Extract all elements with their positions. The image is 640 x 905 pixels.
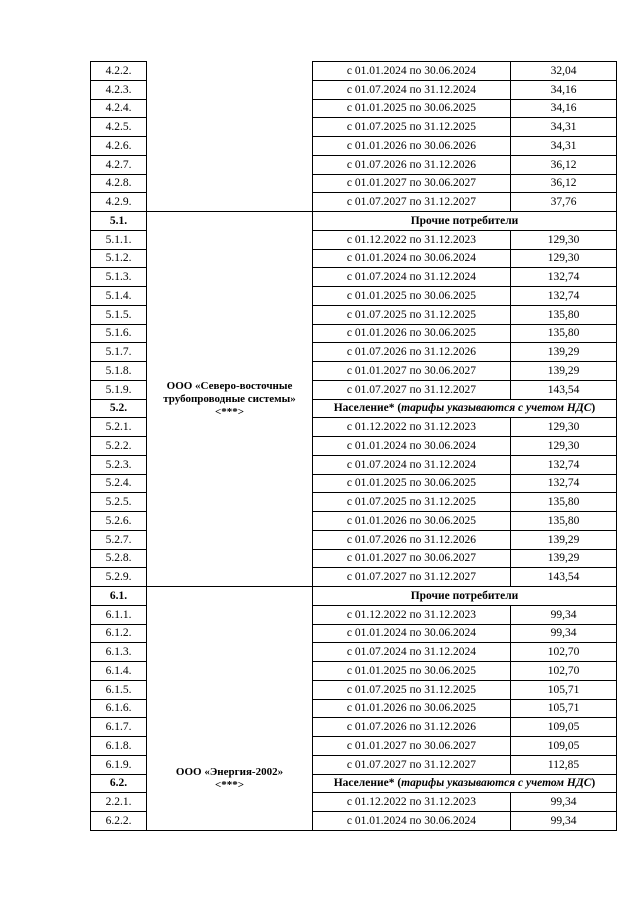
group-header-row [91, 212, 617, 231]
row-number: 5.1.5. [91, 305, 147, 324]
tariff-value: 132,74 [511, 287, 617, 306]
group-header [313, 587, 617, 606]
row-number: 6.1.4. [91, 662, 147, 681]
tariff-value: 135,80 [511, 512, 617, 531]
row-number: 6.1.6. [91, 699, 147, 718]
period-cell: с 01.12.2022 по 31.12.2023 [313, 230, 511, 249]
row-number: 4.2.7. [91, 155, 147, 174]
period-cell: с 01.01.2027 по 30.06.2027 [313, 362, 511, 381]
tariff-value: 105,71 [511, 699, 617, 718]
row-number: 4.2.8. [91, 174, 147, 193]
period-cell: с 01.01.2025 по 30.06.2025 [313, 662, 511, 681]
period-cell: с 01.07.2026 по 31.12.2026 [313, 530, 511, 549]
row-number: 6.1.9. [91, 755, 147, 774]
organization-cell [147, 62, 313, 212]
tariff-value: 132,74 [511, 268, 617, 287]
row-number: 6.2.2. [91, 812, 147, 831]
tariff-value: 139,29 [511, 343, 617, 362]
tariff-value: 129,30 [511, 230, 617, 249]
tariff-value: 139,29 [511, 549, 617, 568]
tariff-value: 129,30 [511, 437, 617, 456]
group-number: 6.2. [91, 774, 147, 793]
row-number: 5.1.3. [91, 268, 147, 287]
period-cell: с 01.07.2024 по 31.12.2024 [313, 80, 511, 99]
group-number: 6.1. [91, 587, 147, 606]
period-cell: с 01.01.2026 по 30.06.2025 [313, 699, 511, 718]
group-header [313, 212, 617, 231]
group-header [313, 399, 617, 418]
row-number: 4.2.3. [91, 80, 147, 99]
period-cell: с 01.07.2027 по 31.12.2027 [313, 193, 511, 212]
organization-name: ООО «Энергия-2002» [175, 765, 284, 778]
row-number: 5.1.2. [91, 249, 147, 268]
tariff-value: 34,16 [511, 80, 617, 99]
row-number: 5.1.4. [91, 287, 147, 306]
tariff-value: 129,30 [511, 249, 617, 268]
period-cell: с 01.07.2026 по 31.12.2026 [313, 343, 511, 362]
period-cell: с 01.01.2027 по 30.06.2027 [313, 737, 511, 756]
row-number: 4.2.5. [91, 118, 147, 137]
tariff-value: 34,16 [511, 99, 617, 118]
tariff-value: 129,30 [511, 418, 617, 437]
tariff-value: 34,31 [511, 118, 617, 137]
tariff-value: 99,34 [511, 793, 617, 812]
tariff-value: 139,29 [511, 362, 617, 381]
period-cell: с 01.01.2026 по 30.06.2026 [313, 137, 511, 156]
group-header-note: тарифы указываются с учетом НДС [401, 777, 592, 790]
tariff-value: 135,80 [511, 493, 617, 512]
tariff-value: 34,31 [511, 137, 617, 156]
organization-note: <***> [214, 778, 245, 791]
period-cell: с 01.07.2025 по 31.12.2025 [313, 305, 511, 324]
tariff-value: 99,34 [511, 812, 617, 831]
tariff-value: 36,12 [511, 174, 617, 193]
row-number: 5.1.6. [91, 324, 147, 343]
period-cell: с 01.07.2025 по 31.12.2025 [313, 493, 511, 512]
tariff-value: 132,74 [511, 455, 617, 474]
row-number: 5.2.4. [91, 474, 147, 493]
period-cell: с 01.01.2024 по 30.06.2024 [313, 249, 511, 268]
period-cell: с 01.01.2026 по 30.06.2025 [313, 324, 511, 343]
period-cell: с 01.07.2026 по 31.12.2026 [313, 155, 511, 174]
organization-cell [147, 212, 313, 587]
group-header-label: Население* ( [333, 402, 402, 415]
group-number: 5.2. [91, 399, 147, 418]
row-number: 5.2.7. [91, 530, 147, 549]
period-cell: с 01.01.2027 по 30.06.2027 [313, 549, 511, 568]
row-number: 5.2.8. [91, 549, 147, 568]
period-cell: с 01.07.2027 по 31.12.2027 [313, 568, 511, 587]
period-cell: с 01.07.2027 по 31.12.2027 [313, 380, 511, 399]
group-number: 5.1. [91, 212, 147, 231]
row-number: 5.1.7. [91, 343, 147, 362]
tariff-value: 143,54 [511, 380, 617, 399]
group-header-label: Прочие потребители [410, 589, 519, 602]
period-cell: с 01.12.2022 по 31.12.2023 [313, 418, 511, 437]
period-cell: с 01.01.2025 по 30.06.2025 [313, 287, 511, 306]
row-number: 4.2.9. [91, 193, 147, 212]
row-number: 6.1.8. [91, 737, 147, 756]
tariff-value: 139,29 [511, 530, 617, 549]
period-cell: с 01.01.2024 по 30.06.2024 [313, 812, 511, 831]
period-cell: с 01.07.2027 по 31.12.2027 [313, 755, 511, 774]
tariff-value: 132,74 [511, 474, 617, 493]
tariff-value: 99,34 [511, 624, 617, 643]
table-row [91, 62, 617, 81]
row-number: 4.2.4. [91, 99, 147, 118]
tariff-value: 135,80 [511, 324, 617, 343]
tariff-value: 32,04 [511, 62, 617, 81]
period-cell: с 01.01.2026 по 30.06.2025 [313, 512, 511, 531]
row-number: 5.2.2. [91, 437, 147, 456]
tariff-table-body [91, 62, 617, 831]
period-cell: с 01.07.2025 по 31.12.2025 [313, 118, 511, 137]
period-cell: с 01.01.2027 по 30.06.2027 [313, 174, 511, 193]
tariff-value: 109,05 [511, 737, 617, 756]
group-header-label: Прочие потребители [410, 214, 519, 227]
period-cell: с 01.01.2024 по 30.06.2024 [313, 437, 511, 456]
tariff-table [90, 61, 617, 831]
period-cell: с 01.01.2024 по 30.06.2024 [313, 624, 511, 643]
row-number: 2.2.1. [91, 793, 147, 812]
row-number: 5.2.1. [91, 418, 147, 437]
row-number: 6.1.1. [91, 605, 147, 624]
period-cell: с 01.07.2024 по 31.12.2024 [313, 643, 511, 662]
period-cell: с 01.12.2022 по 31.12.2023 [313, 793, 511, 812]
row-number: 4.2.2. [91, 62, 147, 81]
row-number: 6.1.3. [91, 643, 147, 662]
row-number: 5.1.8. [91, 362, 147, 381]
tariff-value: 37,76 [511, 193, 617, 212]
tariff-value: 135,80 [511, 305, 617, 324]
row-number: 5.1.1. [91, 230, 147, 249]
tariff-value: 36,12 [511, 155, 617, 174]
period-cell: с 01.01.2024 по 30.06.2024 [313, 62, 511, 81]
row-number: 4.2.6. [91, 137, 147, 156]
tariff-value: 102,70 [511, 643, 617, 662]
row-number: 5.2.3. [91, 455, 147, 474]
group-header-row [91, 587, 617, 606]
tariff-value: 99,34 [511, 605, 617, 624]
row-number: 6.1.2. [91, 624, 147, 643]
organization-note: <***> [214, 405, 245, 418]
row-number: 6.1.7. [91, 718, 147, 737]
organization-name: ООО «Северо-восточные трубопроводные системы» [163, 379, 296, 405]
row-number: 5.2.5. [91, 493, 147, 512]
organization-cell [147, 587, 313, 831]
row-number: 6.1.5. [91, 680, 147, 699]
row-number: 5.2.9. [91, 568, 147, 587]
group-header-close: ) [591, 777, 596, 790]
period-cell: с 01.07.2025 по 31.12.2025 [313, 680, 511, 699]
group-header [313, 774, 617, 793]
period-cell: с 01.07.2024 по 31.12.2024 [313, 455, 511, 474]
tariff-value: 102,70 [511, 662, 617, 681]
tariff-value: 109,05 [511, 718, 617, 737]
period-cell: с 01.07.2026 по 31.12.2026 [313, 718, 511, 737]
tariff-value: 112,85 [511, 755, 617, 774]
tariff-value: 105,71 [511, 680, 617, 699]
tariff-value: 143,54 [511, 568, 617, 587]
row-number: 5.2.6. [91, 512, 147, 531]
period-cell: с 01.12.2022 по 31.12.2023 [313, 605, 511, 624]
group-header-close: ) [591, 402, 596, 415]
group-header-note: тарифы указываются с учетом НДС [401, 402, 592, 415]
period-cell: с 01.01.2025 по 30.06.2025 [313, 99, 511, 118]
row-number: 5.1.9. [91, 380, 147, 399]
period-cell: с 01.07.2024 по 31.12.2024 [313, 268, 511, 287]
period-cell: с 01.01.2025 по 30.06.2025 [313, 474, 511, 493]
group-header-label: Население* ( [333, 777, 402, 790]
